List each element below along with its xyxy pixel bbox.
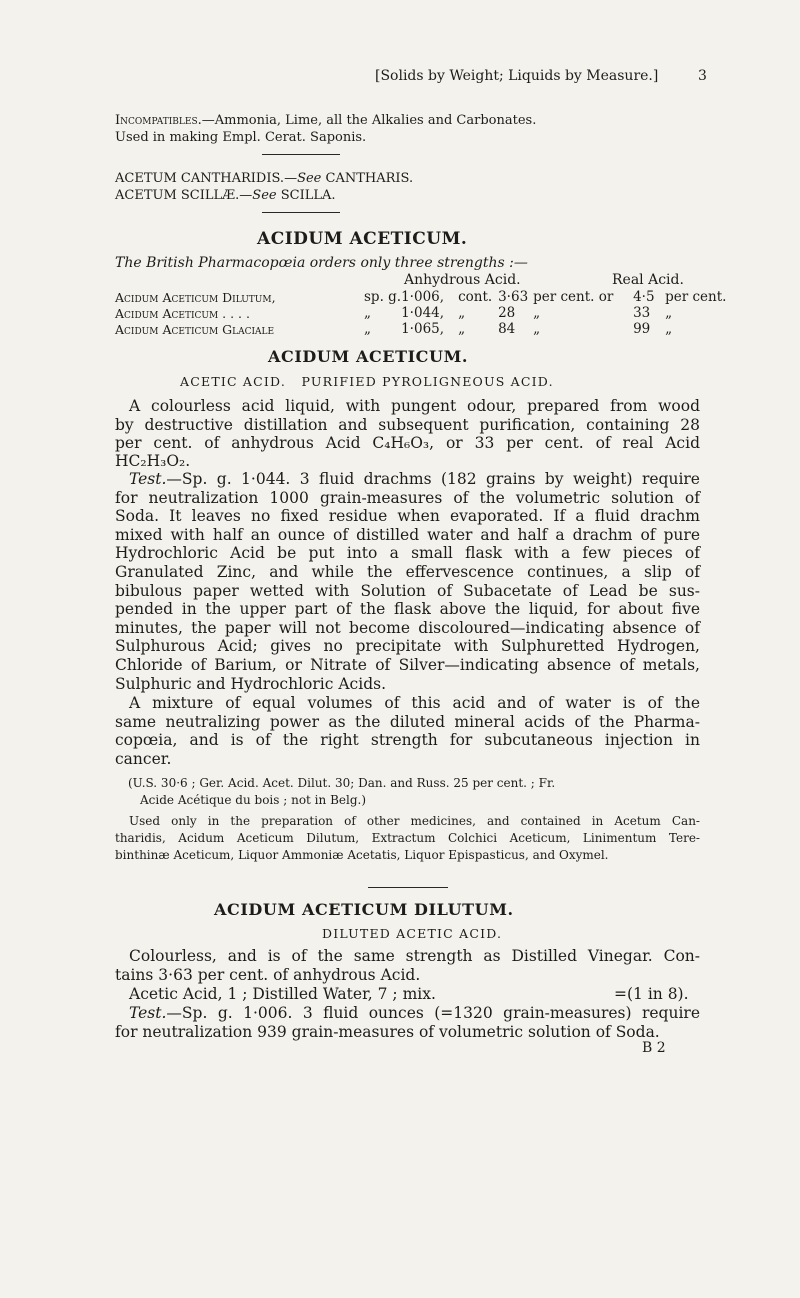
section-heading-acidum-aceticum: ACIDUM ACETICUM. (257, 229, 468, 249)
mixture-paragraph: A mixture of equal volumes of this acid and of water is of the same neutralizing power as the diluted mineral acids of the Pharma- copœia, and is of the right strength for subcutaneous injection in cancer. (115, 694, 700, 768)
used-in-paragraph: Used only in the preparation of other medicines, and contained in Acetum Can- tharidis, Acidum Aceticum Dilutum, Extractum Colchici Aceticum, Linimentum Tere- binthinæ Aceticum, Liquor Ammoniæ Acetatis, Liquor Epispasticus, and Oxymel. (115, 814, 700, 862)
strengths-intro: The British Pharmacopœia orders only three strengths :— (115, 255, 528, 271)
recipe-line: Acetic Acid, 1 ; Distilled Water, 7 ; mix. (129, 985, 436, 1003)
running-title: [Solids by Weight; Liquids by Measure.] (375, 68, 659, 84)
used-in-line: Used in making Empl. Cerat. Saponis. (115, 130, 367, 145)
pharmacopoeia-references: (U.S. 30·6 ; Ger. Acid. Acet. Dilut. 30; Dan. and Russ. 25 per cent. ; Fr. Acide Acétique du bois ; not in Belg.) (128, 776, 556, 807)
incompatibles-line (115, 113, 536, 128)
formula-line: HC₂H₃O₂. (115, 452, 191, 470)
page-number: 3 (698, 68, 707, 84)
section-subheading: ACETIC ACID. PURIFIED PYROLIGNEOUS ACID. (180, 374, 554, 389)
incompatibles-label: Incompatibles. (115, 113, 202, 128)
signature-mark: B 2 (642, 1040, 666, 1056)
divider (262, 212, 340, 213)
crossref-acetum-cantharidis: ACETUM CANTHARIDIS.—See CANTHARIS. (115, 171, 414, 186)
recipe-ratio: =(1 in 8). (614, 985, 689, 1003)
crossref-acetum-scillae: ACETUM SCILLÆ.—See SCILLA. (115, 188, 336, 203)
divider (262, 154, 340, 155)
divider (368, 887, 448, 888)
test-paragraph: Test.—Sp. g. 1·044. 3 fluid drachms (182 grains by weight) require for neutralization 1000 grain-measures of the volumetric solution of Soda. It leaves no fixed residue when evaporated. If a fluid drachm mixed with half an ounce of distilled water and half a drachm of pure Hydrochloric Acid be put into a small flask with a few pieces of Granulated Zinc, and while the effervescence continues, a slip of bibulous paper wetted with Solution of Subacetate of Lead be sus- pended in the upper part of the flask above the liquid, for about five minutes, the paper will not become discoloured—indicating absence of Sulphurous Acid; gives no precipitate with Sulphuretted Hydrogen, Chloride of Barium, or Nitrate of Silver—indicating absence of metals, Sulphuric and Hydrochloric Acids. (115, 470, 700, 693)
section-subheading-diluted: DILUTED ACETIC ACID. (322, 926, 503, 941)
col-header-anhydrous: Anhydrous Acid. (404, 272, 521, 288)
diluted-test-paragraph: Test.—Sp. g. 1·006. 3 fluid ounces (=1320 grain-measures) require for neutralization 939 grain-measures of volumetric solution of Soda. (115, 1004, 700, 1041)
incompatibles-text: —Ammonia, Lime, all the Alkalies and Carbonates. (201, 113, 537, 128)
strength-row: Acidum Aceticum Dilutum, sp. g. 1·006, cont. 3·63 per cent. or 4·5 per cent. (115, 289, 727, 305)
col-header-real: Real Acid. (612, 272, 684, 288)
test-line: Test.—Sp. g. 1·044. 3 fluid drachms (182 grains by weight) require (129, 470, 700, 488)
strengths-table (115, 289, 726, 337)
description-paragraph: A colourless acid liquid, with pungent odour, prepared from wood by destructive distillation and subsequent purification, containing 28 per cent. of anhydrous Acid C₄H₆O₃, or 33 per cent. of real Acid (115, 397, 700, 452)
strength-row: Acidum Aceticum Glaciale „ 1·065, „ 84 „ 99 „ (115, 321, 673, 337)
strength-row: Acidum Aceticum . . . . „ 1·044, „ 28 „ 33 „ (115, 305, 673, 321)
section-heading-acidum-aceticum-dilutum: ACIDUM ACETICUM DILUTUM. (214, 900, 514, 919)
section-heading-acidum-aceticum-2: ACIDUM ACETICUM. (268, 347, 469, 366)
diluted-paragraph: Colourless, and is of the same strength as Distilled Vinegar. Con- tains 3·63 per cent. of anhydrous Acid. (115, 947, 700, 984)
